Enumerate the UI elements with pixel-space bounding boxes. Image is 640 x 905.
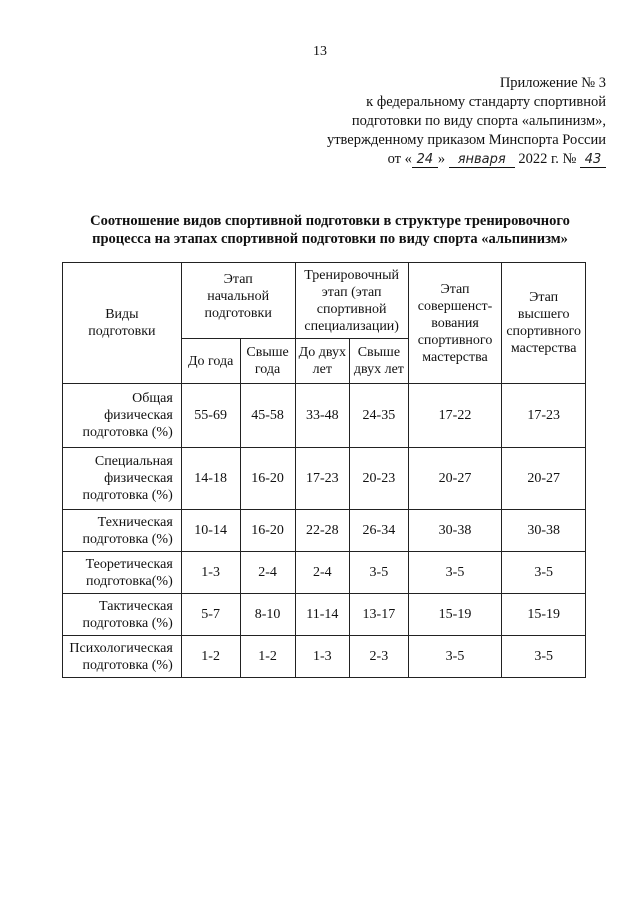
table-cell: 2-3	[350, 636, 409, 678]
table-cell: 2-4	[240, 552, 295, 594]
table-cell: 24-35	[350, 384, 409, 448]
header-kinds: Виды подготовки	[63, 263, 182, 384]
table-row	[63, 552, 586, 594]
table-cell: 3-5	[502, 552, 586, 594]
from-label: от «	[387, 151, 412, 167]
table-row	[63, 448, 586, 510]
table-cell: 3-5	[502, 636, 586, 678]
header-up-to-year: До года	[181, 339, 240, 384]
document-title: Соотношение видов спортивной подготовки в структуре тренировочного процесса на этапах спортивной подготовки по виду спорта «альпинизм»	[90, 213, 570, 247]
header-stage-improvement: Этап совершенст-вования спортивного мастерства	[408, 263, 502, 384]
table-cell: 20-27	[502, 448, 586, 510]
table-cell: 26-34	[350, 510, 409, 552]
header-up-to-two-years: До двух лет	[295, 339, 349, 384]
appendix-line-4: утвержденному приказом Минспорта России	[326, 132, 606, 148]
row-kind-label: Теоретическая подготовка(%)	[63, 552, 182, 594]
table-cell: 1-2	[240, 636, 295, 678]
appendix-block	[296, 74, 606, 169]
row-kind-label: Общая физическая подготовка (%)	[63, 384, 182, 448]
page-number: 13	[313, 44, 327, 59]
table-cell: 8-10	[240, 594, 295, 636]
table-cell: 3-5	[408, 636, 502, 678]
table-cell: 10-14	[181, 510, 240, 552]
table-cell: 3-5	[408, 552, 502, 594]
row-kind-label: Специальная физическая подготовка (%)	[63, 448, 182, 510]
table-cell: 13-17	[350, 594, 409, 636]
table-cell: 2-4	[295, 552, 349, 594]
table-cell: 55-69	[181, 384, 240, 448]
row-kind-label: Психологическая подготовка (%)	[63, 636, 182, 678]
row-kind-label: Тактическая подготовка (%)	[63, 594, 182, 636]
header-over-two-years: Свыше двух лет	[350, 339, 409, 384]
table-cell: 1-3	[181, 552, 240, 594]
table-cell: 17-23	[295, 448, 349, 510]
table-cell: 22-28	[295, 510, 349, 552]
handwritten-day: 24	[412, 152, 438, 168]
appendix-line-1: Приложение № 3	[499, 75, 606, 91]
table-cell: 20-23	[350, 448, 409, 510]
table-cell: 1-3	[295, 636, 349, 678]
header-over-year: Свыше года	[240, 339, 295, 384]
appendix-date-line	[296, 150, 606, 169]
header-stage-highest: Этап высшего спортивного мастерства	[502, 263, 586, 384]
table-cell: 5-7	[181, 594, 240, 636]
quote-close: »	[437, 151, 446, 167]
training-ratio-table	[62, 262, 586, 678]
table-cell: 15-19	[408, 594, 502, 636]
year-text: 2022 г. №	[518, 151, 577, 167]
table-cell: 17-22	[408, 384, 502, 448]
handwritten-month: января	[449, 152, 515, 168]
table-cell: 20-27	[408, 448, 502, 510]
table-row	[63, 510, 586, 552]
table-cell: 30-38	[408, 510, 502, 552]
table-cell: 14-18	[181, 448, 240, 510]
table-cell: 3-5	[350, 552, 409, 594]
row-kind-label: Техническая подготовка (%)	[63, 510, 182, 552]
table-cell: 1-2	[181, 636, 240, 678]
table-cell: 45-58	[240, 384, 295, 448]
table-cell: 33-48	[295, 384, 349, 448]
appendix-line-2: к федеральному стандарту спортивной	[366, 94, 606, 110]
table-cell: 16-20	[240, 448, 295, 510]
table-row	[63, 594, 586, 636]
header-stage-training: Тренировочный этап (этап спортивной специализации)	[295, 263, 408, 339]
table-row	[63, 384, 586, 448]
table-body	[63, 384, 586, 678]
table-row	[63, 636, 586, 678]
table-cell: 11-14	[295, 594, 349, 636]
appendix-line-3: подготовки по виду спорта «альпинизм»,	[351, 113, 606, 129]
table-cell: 15-19	[502, 594, 586, 636]
table-cell: 30-38	[502, 510, 586, 552]
header-stage-initial: Этап начальной подготовки	[181, 263, 295, 339]
table-cell: 17-23	[502, 384, 586, 448]
table-cell: 16-20	[240, 510, 295, 552]
handwritten-order-number: 43	[580, 152, 606, 168]
